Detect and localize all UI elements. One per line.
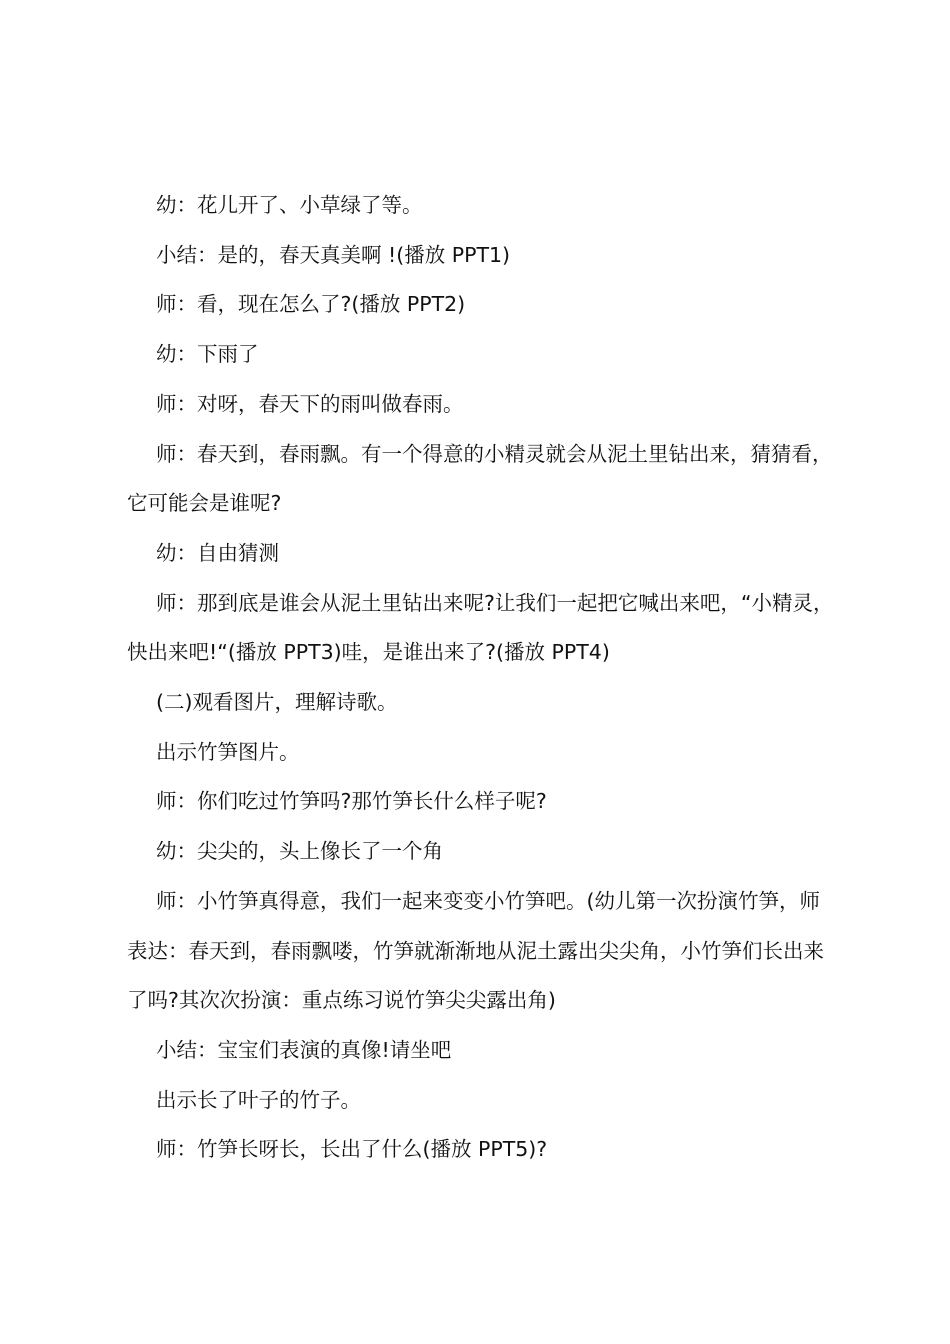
- paragraph: 师：看，现在怎么了?(播放 PPT2): [156, 292, 466, 317]
- paragraph: 幼：自由猜测: [156, 540, 279, 565]
- paragraph: 师：竹笋长呀长，长出了什么(播放 PPT5)?: [156, 1137, 548, 1162]
- paragraph: 小结：是的，春天真美啊 !(播放 PPT1): [156, 242, 511, 267]
- paragraph: 幼：下雨了: [156, 342, 259, 367]
- paragraph: 师：那到底是谁会从泥土里钻出来呢?让我们一起把它喊出来吧，“小精灵，快出来吧!“(播放 PPT3)哇，是谁出来了?(播放 PPT4): [127, 590, 834, 665]
- paragraph: 出示长了叶子的竹子。: [156, 1087, 361, 1112]
- paragraph: 师：小竹笋真得意，我们一起来变变小竹笋吧。(幼儿第一次扮演竹笋，师表达：春天到，春雨飘喽，竹笋就渐渐地从泥土露出尖尖角，小竹笋们长出来了吗?其次次扮演：重点练习说竹笋尖尖露出角): [127, 888, 824, 1013]
- paragraph: 幼：尖尖的，头上像长了一个角: [156, 839, 443, 864]
- paragraph: 出示竹笋图片。: [156, 739, 300, 764]
- paragraph: 师：春天到，春雨飘。有一个得意的小精灵就会从泥土里钻出来，猜猜看，它可能会是谁呢?: [127, 441, 833, 516]
- paragraph: (二)观看图片，理解诗歌。: [156, 690, 398, 715]
- paragraph: 师：你们吃过竹笋吗?那竹笋长什么样子呢?: [156, 789, 547, 814]
- document-body: [127, 181, 835, 1175]
- paragraph: 师：对呀，春天下的雨叫做春雨。: [156, 391, 464, 416]
- paragraph: 幼：花儿开了、小草绿了等。: [156, 193, 423, 217]
- paragraph: 小结：宝宝们表演的真像!请坐吧: [156, 1037, 452, 1062]
